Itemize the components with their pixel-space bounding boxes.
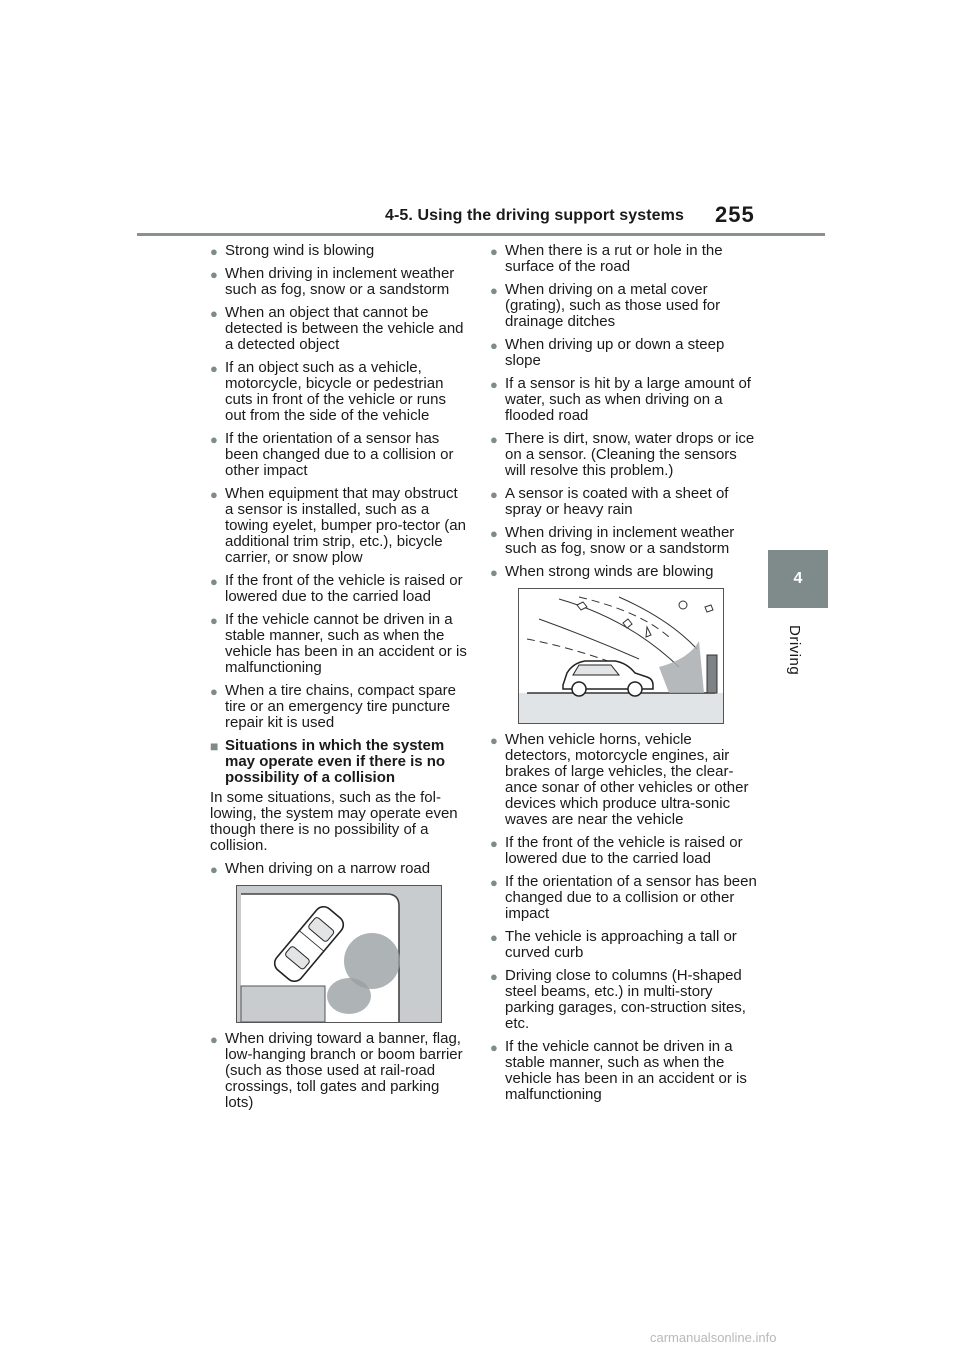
bullet-icon: ● <box>210 306 218 321</box>
bullet-icon: ● <box>490 969 498 984</box>
bullet-icon: ● <box>210 361 218 376</box>
list-item-text: If the orientation of a sensor has been changed due to a collision or other impact <box>225 430 454 479</box>
left-bullet-list <box>210 243 470 731</box>
list-item <box>490 243 760 275</box>
list-item <box>490 337 760 369</box>
list-item-text: When driving toward a banner, flag, low-hanging branch or boom barrier (such as those used at rail-road crossings, toll gates and parking lots) <box>225 1030 463 1111</box>
list-item-text: When driving on a narrow road <box>225 860 431 877</box>
bullet-icon: ● <box>490 733 498 748</box>
list-item <box>210 431 470 479</box>
list-item <box>490 732 760 828</box>
list-item <box>210 266 470 298</box>
bullet-icon: ● <box>490 875 498 890</box>
bullet-icon: ● <box>490 1040 498 1055</box>
list-item <box>490 525 760 557</box>
chapter-tab: 4 <box>768 550 828 608</box>
list-item <box>210 243 470 259</box>
list-item-text: When vehicle horns, vehicle detectors, motorcycle engines, air brakes of large vehicles, the clear-ance sonar of other vehicles or other devices which produce ultra-sonic waves are near the vehicle <box>505 731 749 828</box>
bullet-icon: ● <box>490 244 498 259</box>
list-item <box>490 486 760 518</box>
list-item-text: When equipment that may obstruct a sensor is installed, such as a towing eyelet, bumper pro-tector (an additional trim strip, etc.), bicycle carrier, or snow plow <box>225 485 466 566</box>
bullet-icon: ● <box>210 1032 218 1047</box>
list-item-text: If the orientation of a sensor has been changed due to a collision or other impact <box>505 873 757 922</box>
bullet-icon: ● <box>490 930 498 945</box>
square-bullet-icon: ■ <box>210 738 219 754</box>
section-heading <box>210 738 470 786</box>
list-item-text: A sensor is coated with a sheet of spray or heavy rain <box>505 485 729 518</box>
list-item <box>210 861 470 877</box>
bullet-icon: ● <box>490 565 498 580</box>
list-item-text: If the front of the vehicle is raised or lowered due to the carried load <box>505 834 743 867</box>
strong-wind-illustration <box>518 588 724 724</box>
bullet-icon: ● <box>490 377 498 392</box>
bullet-icon: ● <box>210 267 218 282</box>
list-item-text: Strong wind is blowing <box>225 242 375 259</box>
list-item-text: When driving up or down a steep slope <box>505 336 725 369</box>
list-item <box>490 431 760 479</box>
list-item <box>210 486 470 566</box>
list-item-text: If a sensor is hit by a large amount of water, such as when driving on a flooded road <box>505 375 751 424</box>
list-item-text: There is dirt, snow, water drops or ice on a sensor. (Cleaning the sensors will resolve this problem.) <box>505 430 755 479</box>
right-bullet-list-a <box>490 243 760 580</box>
list-item <box>490 874 760 922</box>
list-item-text: If an object such as a vehicle, motorcycle, bicycle or pedestrian cuts in front of the vehicle or runs out from the side of the vehicle <box>225 359 446 424</box>
list-item-text: When driving in inclement weather such as fog, snow or a sandstorm <box>505 524 735 557</box>
bullet-icon: ● <box>210 487 218 502</box>
list-item <box>210 612 470 676</box>
bullet-icon: ● <box>210 862 218 877</box>
bullet-icon: ● <box>490 487 498 502</box>
list-item-text: When strong winds are blowing <box>505 563 714 580</box>
list-item-text: The vehicle is approaching a tall or curved curb <box>505 928 737 961</box>
list-item <box>490 1039 760 1103</box>
watermark: carmanualsonline.info <box>650 1330 777 1345</box>
right-column <box>490 243 760 1110</box>
list-item <box>210 360 470 424</box>
page-number: 255 <box>715 202 755 227</box>
list-item <box>210 573 470 605</box>
list-item-text: When a tire chains, compact spare tire or an emergency tire puncture repair kit is used <box>225 682 456 731</box>
bullet-icon: ● <box>490 836 498 851</box>
chapter-label: Driving <box>786 625 803 676</box>
section-header-title: 4-5. Using the driving support systems <box>385 207 684 224</box>
list-item-text: When driving on a metal cover (grating), such as those used for drainage ditches <box>505 281 721 330</box>
bullet-icon: ● <box>210 684 218 699</box>
section-heading-text: Situations in which the system may operate even if there is no possibility of a collision <box>225 737 446 786</box>
narrow-road-svg <box>237 886 441 1022</box>
bullet-icon: ● <box>490 338 498 353</box>
list-item-text: When an object that cannot be detected is between the vehicle and a detected object <box>225 304 464 353</box>
list-item <box>490 376 760 424</box>
list-item <box>490 929 760 961</box>
list-item-text: If the vehicle cannot be driven in a stable manner, such as when the vehicle has been in an accident or is malfunctioning <box>225 611 467 676</box>
list-item <box>490 564 760 580</box>
list-item <box>210 305 470 353</box>
bullet-icon: ● <box>210 613 218 628</box>
list-item <box>210 683 470 731</box>
list-item <box>490 835 760 867</box>
list-item <box>490 282 760 330</box>
list-item-text: When driving in inclement weather such as fog, snow or a sandstorm <box>225 265 455 298</box>
list-item-text: Driving close to columns (H-shaped steel beams, etc.) in multi-story parking garages, con-struction sites, etc. <box>505 967 746 1032</box>
list-item <box>210 1031 470 1111</box>
list-item <box>490 968 760 1032</box>
bullet-icon: ● <box>210 574 218 589</box>
list-item-text: If the vehicle cannot be driven in a stable manner, such as when the vehicle has been in an accident or is malfunctioning <box>505 1038 747 1103</box>
bullet-icon: ● <box>210 244 218 259</box>
section-intro: In some situations, such as the fol-lowing, the system may operate even though there is no possibility of a collision. <box>210 789 458 854</box>
list-item-text: When there is a rut or hole in the surface of the road <box>505 242 723 275</box>
list-item-text: If the front of the vehicle is raised or lowered due to the carried load <box>225 572 463 605</box>
bullet-icon: ● <box>210 432 218 447</box>
strong-wind-svg <box>519 589 723 723</box>
bullet-icon: ● <box>490 283 498 298</box>
narrow-road-illustration <box>236 885 442 1023</box>
bullet-icon: ● <box>490 526 498 541</box>
left-column <box>210 243 470 1118</box>
header-divider <box>137 233 825 236</box>
bullet-icon: ● <box>490 432 498 447</box>
right-bullet-list-b <box>490 732 760 1103</box>
